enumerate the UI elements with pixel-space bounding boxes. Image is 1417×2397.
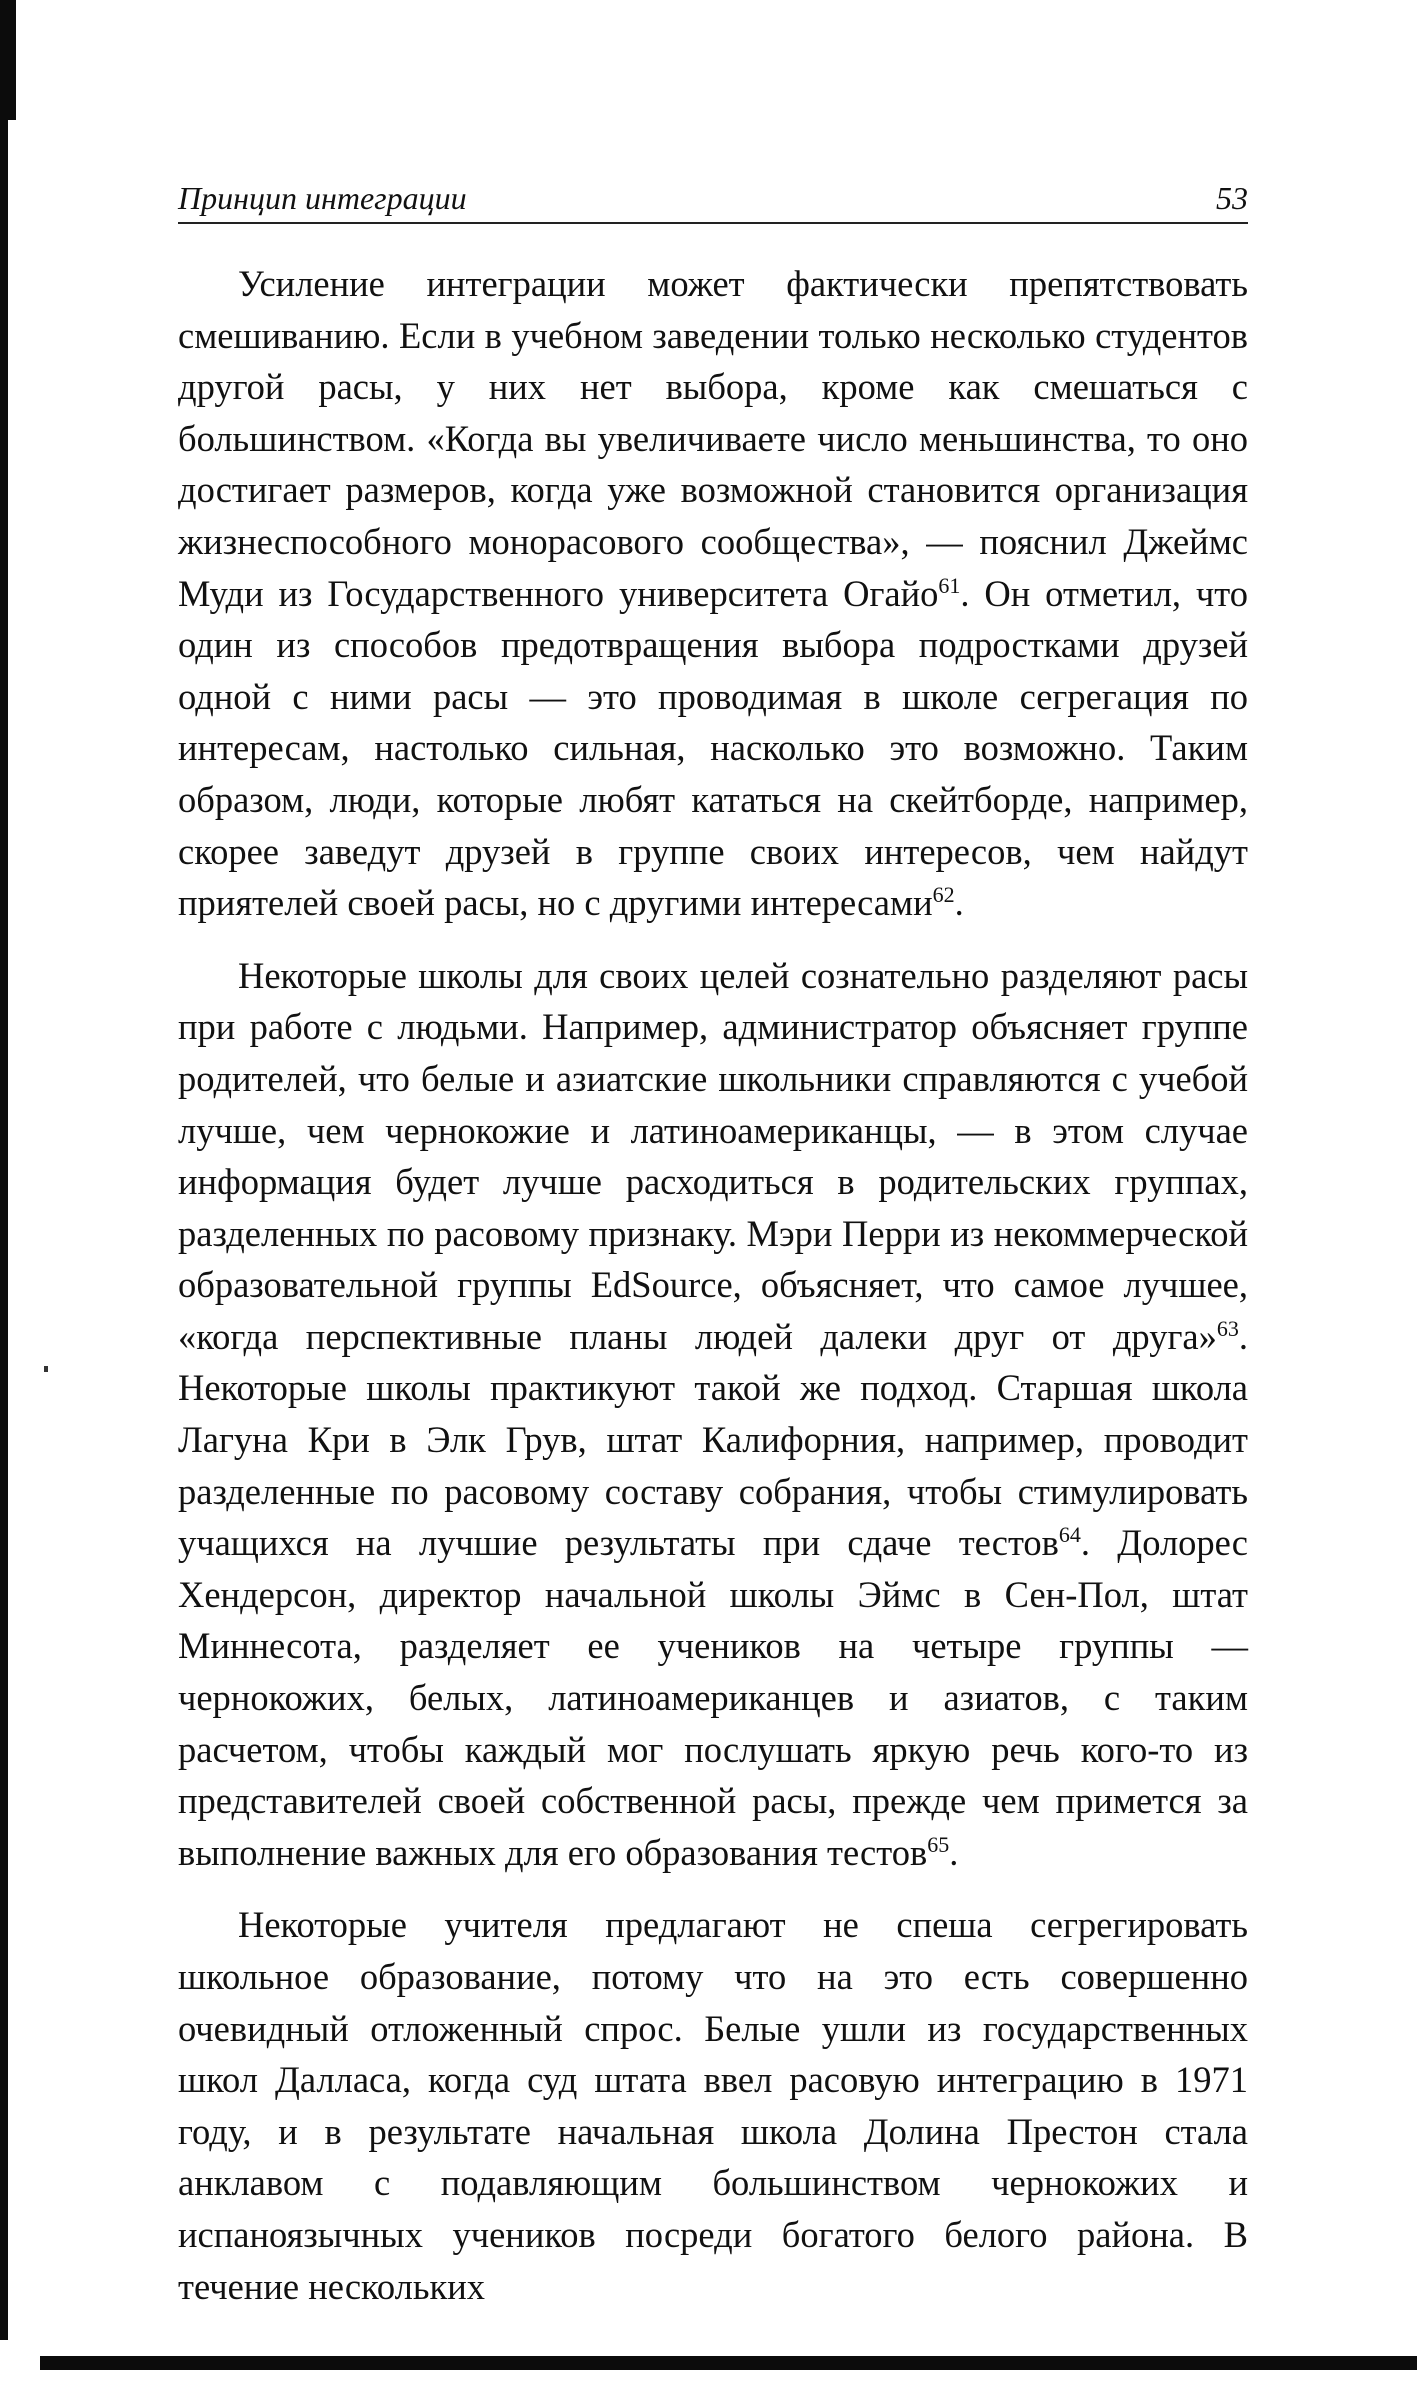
- scan-border-left: [0, 30, 8, 2340]
- text-run: . Некоторые школы практикуют такой же подход. Старшая школа Лагуна Кри в Элк Грув, штат Калифорния, например, проводит разделенные по расовому составу собрания, чтобы стимулировать учащихся на лучшие результаты при сдаче тестов: [178, 1315, 1248, 1564]
- paragraph: [178, 1899, 1248, 2312]
- text-run: Некоторые школы для своих целей сознательно разделяют расы при работе с людьми. Например, администратор объясняет группе родителей, что белые и азиатские школьники справляются с учебой лучше, чем чернокожие и латиноамериканцы, — в этом случае информация будет лучше расходиться в родительских группах, разделенных по расовому признаку. Мэри Перри из некоммерческой образовательной группы EdSource, объясняет, что самое лучшее, «когда перспективные планы людей далеки друг от друга»: [178, 954, 1248, 1357]
- footnote-ref-63: 63: [1216, 1315, 1239, 1341]
- text-run: . Он отметил, что один из способов предотвращения выбора подростками друзей одной с ними расы — это проводимая в школе сегрегация по интересам, настолько сильная, насколько это возможно. Таким образом, люди, которые любят кататься на скейтборде, например, скорее заведут друзей в группе своих интересов, чем найдут приятелей своей расы, но с другими интересами: [178, 572, 1248, 924]
- paragraph: [178, 258, 1248, 929]
- scan-border-bottom: [40, 2356, 1417, 2370]
- page-number: 53: [1216, 180, 1248, 216]
- text-run: Некоторые учителя предлагают не спеша сегрегировать школьное образование, потому что на это есть совершенно очевидный отложенный спрос. Белые ушли из государственных школ Далласа, когда суд штата ввел расовую интеграцию в 1971 году, и в результате начальная школа Долина Престон стала анклавом с подавляющим большинством чернокожих и испаноязычных учеников посреди богатого белого района. В течение нескольких: [178, 1904, 1248, 2307]
- text-run: .: [954, 882, 964, 924]
- chapter-title: Принцип интеграции: [178, 180, 467, 216]
- book-page: [178, 180, 1248, 2333]
- text-run: . Долорес Хендерсон, директор начальной школы Эймс в Сен-Пол, штат Миннесота, разделяет ее учеников на четыре группы — чернокожих, белых, латиноамериканцев и азиатов, с таким расчетом, чтобы каждый мог послушать яркую речь кого-то из представителей своей собственной расы, прежде чем примется за выполнение важных для его образования тестов: [178, 1522, 1248, 1873]
- footnote-ref-64: 64: [1058, 1522, 1081, 1548]
- footnote-ref-65: 65: [927, 1831, 950, 1857]
- paragraph: [178, 950, 1248, 1879]
- text-run: .: [949, 1831, 959, 1873]
- running-head: [178, 180, 1248, 224]
- scan-speck: [44, 1366, 48, 1372]
- body-text: [178, 258, 1248, 2312]
- text-run: Усиление интеграции может фактически препятствовать смешиванию. Если в учебном заведении только несколько студентов другой расы, у них нет выбора, кроме как смешаться с большинством. «Когда вы увеличиваете число меньшинства, то оно достигает размеров, когда уже возможной становится организация жизнеспособного монорасового сообщества», — пояснил Джеймс Муди из Государственного университета Огайо: [178, 263, 1248, 614]
- footnote-ref-62: 62: [932, 881, 955, 907]
- footnote-ref-61: 61: [938, 572, 961, 598]
